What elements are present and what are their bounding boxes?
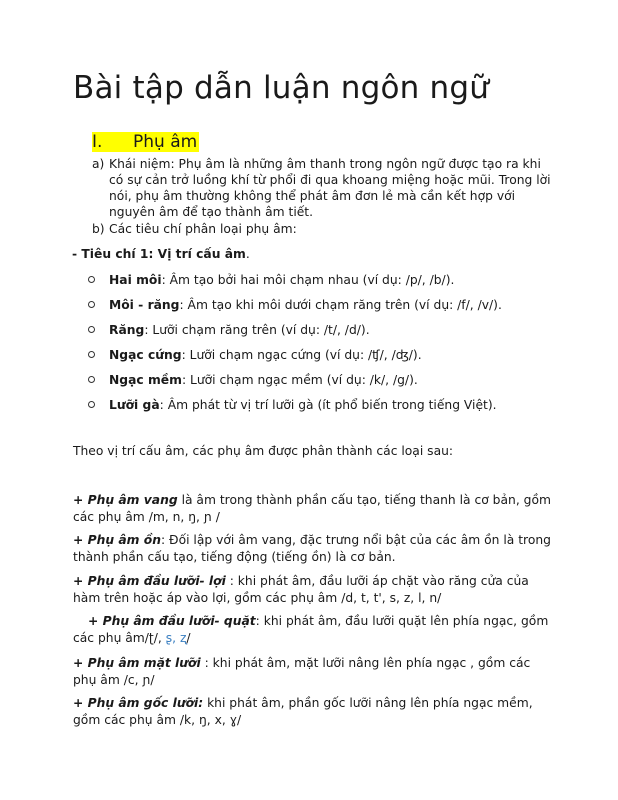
type-term: + Phụ âm vang (73, 493, 178, 507)
intro-sentence: Theo vị trí cấu âm, các phụ âm được phân thành các loại sau: (73, 444, 454, 458)
position-desc: : Âm tạo bởi hai môi chạm nhau (ví dụ: /p/, /b/). (161, 273, 455, 287)
consonant-type-paragraph (73, 492, 553, 526)
type-desc: : Đối lập với âm vang, đặc trưng nổi bật của các âm ồn là trong thành phần cấu tạo, tiếng động (tiếng ồn) là cơ bản. (73, 533, 551, 564)
criterion-heading (72, 247, 250, 261)
position-term: Lưỡi gà (109, 398, 160, 412)
consonant-type-paragraph (73, 695, 553, 729)
type-desc: khi phát âm, phần gốc lưỡi nâng lên phía ngạc mềm, gồm các phụ âm /k, ŋ, x, ɣ/ (73, 696, 533, 727)
list-item (88, 272, 454, 288)
position-term: Ngạc cứng (109, 348, 182, 362)
position-desc: : Lưỡi chạm ngạc mềm (ví dụ: /k/, /g/). (181, 373, 418, 387)
section-label: Phụ âm (133, 132, 198, 152)
position-desc: : Âm tạo khi môi dưới chạm răng trên (ví dụ: /f/, /v/). (179, 298, 502, 312)
section-number: I. (92, 132, 103, 152)
consonant-type-paragraph (73, 573, 553, 607)
circle-bullet-icon (88, 276, 95, 283)
type-desc: là âm trong thành phần cấu tạo, tiếng thanh là cơ bản, gồm các phụ âm /m, n, ŋ, ɲ / (73, 493, 551, 524)
type-term: + Phụ âm ồn (73, 533, 161, 547)
page-title: Bài tập dẫn luận ngôn ngữ (73, 70, 490, 106)
type-desc: : khi phát âm, mặt lưỡi nâng lên phía ngạc , gồm các phụ âm /c, ɲ/ (73, 656, 531, 687)
list-item (88, 322, 370, 338)
list-item (88, 297, 502, 313)
position-desc: : Âm phát từ vị trí lưỡi gà (ít phổ biến trong tiếng Việt). (159, 398, 497, 412)
type-desc-end: / (186, 631, 191, 645)
circle-bullet-icon (88, 351, 95, 358)
position-desc: : Lưỡi chạm răng trên (ví dụ: /t/, /d/). (144, 323, 370, 337)
definition-text: Khái niệm: Phụ âm là những âm thanh trong ngôn ngữ được tạo ra khi có sự cản trở luồng khí từ phổi đi qua khoang miệng hoặc mũi. Trong lời nói, phụ âm thường không thể phát âm đơn lẻ mà cần kết hợp với nguyên âm để tạo thành âm tiết. (109, 157, 551, 219)
definition-item (92, 156, 552, 220)
list-item (88, 397, 497, 413)
circle-bullet-icon (88, 326, 95, 333)
type-term: + Phụ âm đầu lưỡi- lợi (73, 574, 226, 588)
section-heading-consonants (92, 132, 199, 152)
criteria-text: Các tiêu chí phân loại phụ âm: (109, 222, 297, 236)
consonant-type-paragraph (73, 655, 553, 689)
list-marker: a) (92, 157, 105, 171)
list-marker: b) (92, 222, 105, 236)
list-item (88, 347, 422, 363)
criterion-label: Vị trí cấu âm (157, 247, 246, 261)
position-term: Môi - răng (109, 298, 180, 312)
position-desc: : Lưỡi chạm ngạc cứng (ví dụ: /ʧ/, /ʤ/). (181, 348, 422, 362)
circle-bullet-icon (88, 376, 95, 383)
criterion-suffix: . (245, 247, 250, 261)
position-term: Ngạc mềm (109, 373, 182, 387)
consonant-type-paragraph (73, 613, 553, 647)
position-term: Răng (109, 323, 145, 337)
type-term: + Phụ âm gốc lưỡi: (73, 696, 204, 710)
type-desc: : khi phát âm, đầu lưỡi áp chặt vào răng cửa của hàm trên hoặc áp vào lợi, gồm các phụ âm /d, t, t', s, z, l, n/ (73, 574, 529, 605)
circle-bullet-icon (88, 301, 95, 308)
criteria-item (92, 221, 552, 237)
consonant-type-paragraph (73, 532, 553, 566)
type-desc-highlight: ʂ, ʐ (165, 631, 187, 645)
circle-bullet-icon (88, 401, 95, 408)
criterion-prefix: - Tiêu chí 1: (72, 247, 158, 261)
type-term: + Phụ âm mặt lưỡi (73, 656, 201, 670)
type-term: + Phụ âm đầu lưỡi- quặt (88, 614, 256, 628)
type-desc: : khi phát âm, đầu lưỡi quặt lên phía ngạc, gồm các phụ âm/ʈ/, (73, 614, 549, 645)
position-term: Hai môi (109, 273, 162, 287)
list-item (88, 372, 418, 388)
